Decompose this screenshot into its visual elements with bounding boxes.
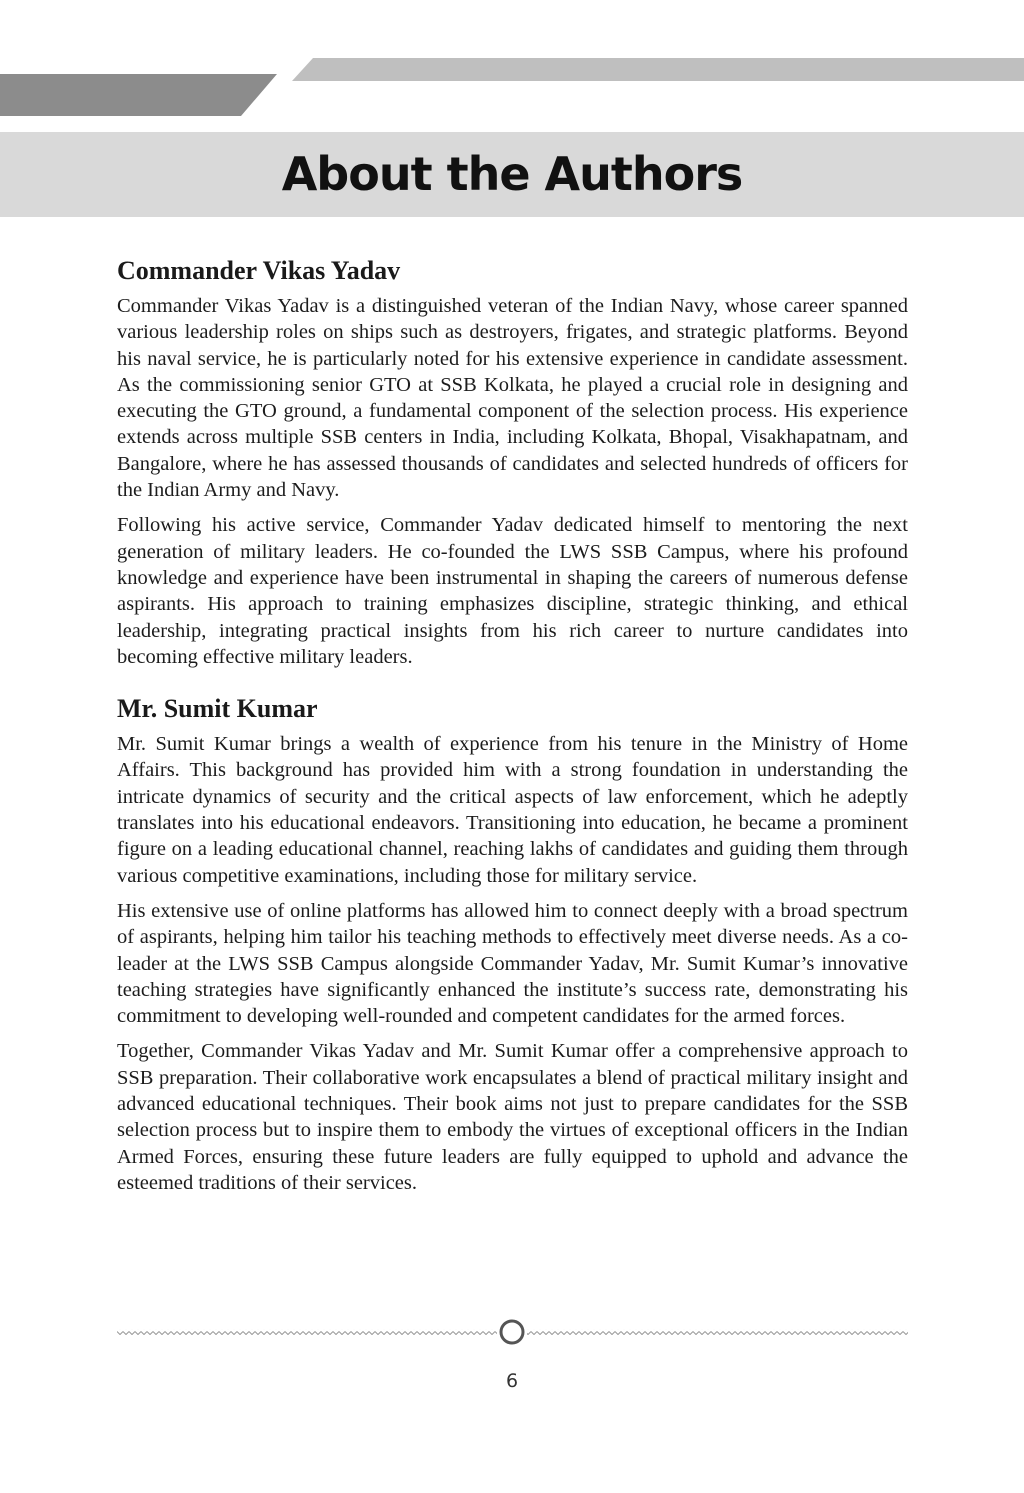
header-decoration (0, 0, 1024, 120)
page-number: 6 (505, 1370, 519, 1392)
footer-divider (117, 1318, 908, 1346)
footer-divider-right (527, 1329, 908, 1335)
footer-divider-left (117, 1329, 497, 1335)
author-section-vikas-yadav (117, 252, 908, 670)
bio-paragraph: Commander Vikas Yadav is a distinguished veteran of the Indian Navy, whose career spanned various leadership roles on ships such as destroyers, frigates, and strategic platforms. Beyond his naval service, he is particularly noted for his extensive experience in candidate assessment. As the commissioning senior GTO at SSB Kolkata, he played a crucial role in designing and executing the GTO ground, a fundamental component of the selection process. His experience extends across multiple SSB centers in India, including Kolkata, Bhopal, Visakhapatnam, and Bangalore, where he has assessed thousands of candidates and selected hundreds of officers for the Indian Army and Navy. (117, 295, 908, 502)
header-band-left (0, 74, 277, 116)
author-section-sumit-kumar (117, 690, 908, 1196)
footer-circle-icon (501, 1321, 523, 1343)
bio-paragraph: Mr. Sumit Kumar brings a wealth of experience from his tenure in the Ministry of Home Affairs. This background has provided him with a strong foundation in understanding the intricate dynamics of security and the critical aspects of law enforcement, which he adeptly translates into his educational endeavors. Transitioning into education, he became a prominent figure on a leading educational channel, reaching lakhs of candidates and guiding them through various competitive examinations, including those for military service. (117, 733, 908, 887)
page-title: About the Authors (281, 147, 743, 201)
bio-paragraph: Following his active service, Commander Yadav dedicated himself to mentoring the next generation of military leaders. He co-founded the LWS SSB Campus, where his profound knowledge and experience have been instrumental in shaping the careers of numerous defense aspirants. His approach to training emphasizes discipline, strategic thinking, and ethical leadership, integrating practical insights from his rich career to nurture candidates into becoming effective military leaders. (117, 514, 908, 668)
main-content (117, 252, 908, 1205)
bio-paragraph: Together, Commander Vikas Yadav and Mr. Sumit Kumar offer a comprehensive approach to SSB preparation. Their collaborative work encapsulates a blend of practical military insight and advanced educational techniques. Their book aims not just to prepare candidates for the SSB selection process but to inspire them to embody the virtues of exceptional officers in the Indian Armed Forces, ensuring these future leaders are fully equipped to uphold and advance the esteemed traditions of their services. (117, 1040, 908, 1194)
author-name: Commander Vikas Yadav (117, 256, 401, 285)
author-name: Mr. Sumit Kumar (117, 694, 318, 724)
header-band-right (292, 58, 1024, 81)
bio-paragraph: His extensive use of online platforms has allowed him to connect deeply with a broad spectrum of aspirants, helping him tailor his teaching methods to effectively meet diverse needs. As a co-leader at the LWS SSB Campus alongside Commander Yadav, Mr. Sumit Kumar’s innovative teaching strategies have significantly enhanced the institute’s success rate, demonstrating his commitment to developing well-rounded and competent candidates for the armed forces. (117, 899, 908, 1028)
